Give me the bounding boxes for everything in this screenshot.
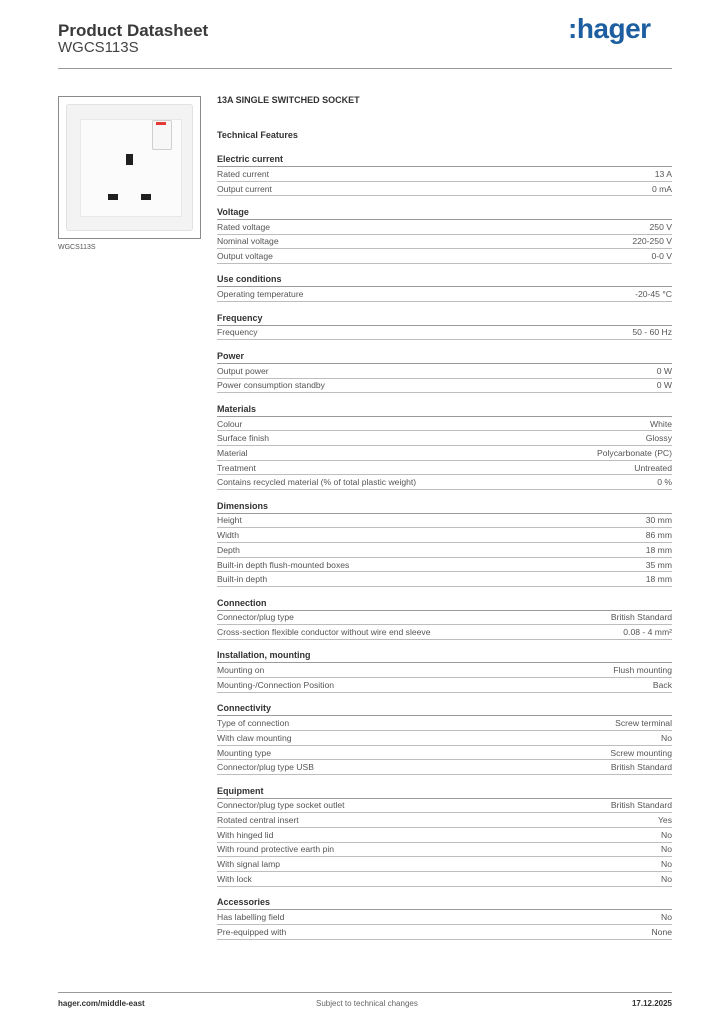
spec-value: White	[650, 418, 672, 429]
spec-label: With claw mounting	[217, 732, 292, 743]
spec-row	[217, 857, 672, 872]
spec-content	[217, 95, 672, 950]
footer-notice: Subject to technical changes	[316, 999, 418, 1008]
spec-label: Treatment	[217, 462, 256, 473]
section-title: Equipment	[217, 786, 672, 799]
spec-sections	[217, 154, 672, 950]
spec-value: Flush mounting	[613, 665, 672, 676]
spec-value: 0 %	[657, 477, 672, 488]
spec-row	[217, 925, 672, 940]
section-title: Connectivity	[217, 703, 672, 716]
spec-value: None	[651, 926, 672, 937]
spec-value: 86 mm	[645, 530, 672, 541]
section-title: Voltage	[217, 207, 672, 220]
spec-row	[217, 514, 672, 529]
neutral-pin-slot	[141, 194, 151, 200]
spec-value: Screw mounting	[610, 747, 672, 758]
spec-value: Back	[652, 679, 672, 690]
spec-label: Operating temperature	[217, 289, 304, 300]
spec-row	[217, 287, 672, 302]
spec-label: Type of connection	[217, 718, 290, 729]
spec-row	[217, 663, 672, 678]
spec-row	[217, 220, 672, 235]
section-title: Electric current	[217, 154, 672, 167]
spec-row	[217, 379, 672, 394]
section-title: Installation, mounting	[217, 650, 672, 663]
product-code: WGCS113S	[58, 39, 139, 56]
spec-value: 0 W	[656, 365, 672, 376]
section-title: Frequency	[217, 313, 672, 326]
spec-label: Pre-equipped with	[217, 926, 287, 937]
spec-label: Built-in depth	[217, 574, 268, 585]
spec-row	[217, 417, 672, 432]
spec-value: 50 - 60 Hz	[632, 327, 672, 338]
spec-value: British Standard	[610, 762, 672, 773]
spec-value: British Standard	[610, 800, 672, 811]
spec-label: Built-in depth flush-mounted boxes	[217, 559, 350, 570]
spec-label: Mounting type	[217, 747, 271, 758]
spec-label: Width	[217, 530, 239, 541]
spec-value: Screw terminal	[615, 718, 672, 729]
section-title: Use conditions	[217, 274, 672, 287]
spec-label: Cross-section flexible conductor without wire end sleeve	[217, 627, 431, 638]
spec-row	[217, 364, 672, 379]
section-title: Materials	[217, 404, 672, 417]
section-gap	[217, 490, 672, 501]
socket-plate	[66, 104, 193, 231]
page-title: Product Datasheet	[58, 21, 209, 40]
spec-value: No	[661, 732, 672, 743]
spec-row	[217, 235, 672, 250]
spec-label: With hinged lid	[217, 829, 274, 840]
section-gap	[217, 302, 672, 313]
section-gap	[217, 640, 672, 651]
footer-website: hager.com/middle-east	[58, 999, 145, 1008]
image-caption: WGCS113S	[58, 244, 96, 251]
spec-label: Output voltage	[217, 251, 273, 262]
footer-divider	[58, 992, 672, 993]
spec-value: No	[661, 912, 672, 923]
section-gap	[217, 940, 672, 951]
section-gap	[217, 340, 672, 351]
logo-text: hager	[576, 13, 651, 44]
spec-value: 0-0 V	[651, 251, 672, 262]
spec-label: Depth	[217, 544, 240, 555]
spec-row	[217, 731, 672, 746]
spec-label: Frequency	[217, 327, 258, 338]
spec-label: Has labelling field	[217, 912, 285, 923]
spec-label: Connector/plug type	[217, 612, 294, 623]
earth-pin-slot	[126, 154, 133, 165]
logo-mark: :	[568, 13, 577, 44]
section-title: Dimensions	[217, 501, 672, 514]
spec-row	[217, 572, 672, 587]
section-gap	[217, 393, 672, 404]
spec-value: 0.08 - 4 mm²	[623, 627, 672, 638]
spec-row	[217, 182, 672, 197]
spec-label: Colour	[217, 418, 243, 429]
hager-logo	[568, 13, 651, 45]
spec-row	[217, 678, 672, 693]
spec-label: Rated current	[217, 168, 270, 179]
spec-row	[217, 249, 672, 264]
spec-label: Surface finish	[217, 433, 270, 444]
spec-label: Power consumption standby	[217, 380, 325, 391]
spec-value: No	[661, 844, 672, 855]
spec-row	[217, 799, 672, 814]
spec-label: Connector/plug type USB	[217, 762, 314, 773]
spec-value: 0 W	[656, 380, 672, 391]
section-gap	[217, 587, 672, 598]
spec-label: With signal lamp	[217, 859, 281, 870]
spec-label: Rotated central insert	[217, 815, 299, 826]
spec-row	[217, 528, 672, 543]
product-name: 13A SINGLE SWITCHED SOCKET	[217, 95, 360, 105]
spec-label: With round protective earth pin	[217, 844, 335, 855]
spec-row	[217, 746, 672, 761]
spec-label: Height	[217, 515, 242, 526]
spec-value: No	[661, 873, 672, 884]
spec-label: Nominal voltage	[217, 236, 279, 247]
footer-date: 17.12.2025	[631, 999, 672, 1008]
spec-value: 18 mm	[645, 544, 672, 555]
spec-row	[217, 828, 672, 843]
spec-row	[217, 625, 672, 640]
live-pin-slot	[108, 194, 118, 200]
section-title: Accessories	[217, 897, 672, 910]
spec-label: Output current	[217, 183, 272, 194]
spec-value: 35 mm	[645, 559, 672, 570]
features-heading: Technical Features	[217, 130, 298, 140]
spec-row	[217, 611, 672, 626]
section-gap	[217, 775, 672, 786]
spec-value: British Standard	[610, 612, 672, 623]
spec-label: Rated voltage	[217, 221, 271, 232]
spec-row	[217, 872, 672, 887]
spec-value: 30 mm	[645, 515, 672, 526]
spec-value: 13 A	[654, 168, 672, 179]
spec-row	[217, 843, 672, 858]
switch-indicator	[156, 122, 166, 125]
spec-row	[217, 446, 672, 461]
section-gap	[217, 887, 672, 898]
spec-label: With lock	[217, 873, 252, 884]
spec-row	[217, 326, 672, 341]
section-gap	[217, 693, 672, 704]
spec-label: Output power	[217, 365, 269, 376]
spec-row	[217, 475, 672, 490]
section-gap	[217, 264, 672, 275]
spec-row	[217, 461, 672, 476]
spec-label: Material	[217, 447, 248, 458]
spec-value: Untreated	[634, 462, 672, 473]
header-divider	[58, 68, 672, 69]
spec-row	[217, 431, 672, 446]
spec-value: -20-45 °C	[635, 289, 672, 300]
spec-value: 18 mm	[645, 574, 672, 585]
spec-value: 250 V	[649, 221, 672, 232]
spec-row	[217, 813, 672, 828]
section-title: Power	[217, 351, 672, 364]
spec-label: Contains recycled material (% of total plastic weight)	[217, 477, 417, 488]
spec-value: No	[661, 859, 672, 870]
spec-value: Glossy	[645, 433, 672, 444]
spec-value: No	[661, 829, 672, 840]
spec-row	[217, 760, 672, 775]
spec-value: Polycarbonate (PC)	[597, 447, 672, 458]
spec-label: Mounting-/Connection Position	[217, 679, 335, 690]
spec-row	[217, 167, 672, 182]
spec-row	[217, 558, 672, 573]
spec-row	[217, 910, 672, 925]
spec-label: Mounting on	[217, 665, 265, 676]
spec-value: 0 mA	[651, 183, 672, 194]
spec-value: Yes	[657, 815, 672, 826]
spec-row	[217, 716, 672, 731]
spec-row	[217, 543, 672, 558]
spec-label: Connector/plug type socket outlet	[217, 800, 345, 811]
product-image	[58, 96, 201, 239]
section-title: Connection	[217, 598, 672, 611]
spec-value: 220-250 V	[632, 236, 672, 247]
section-gap	[217, 196, 672, 207]
